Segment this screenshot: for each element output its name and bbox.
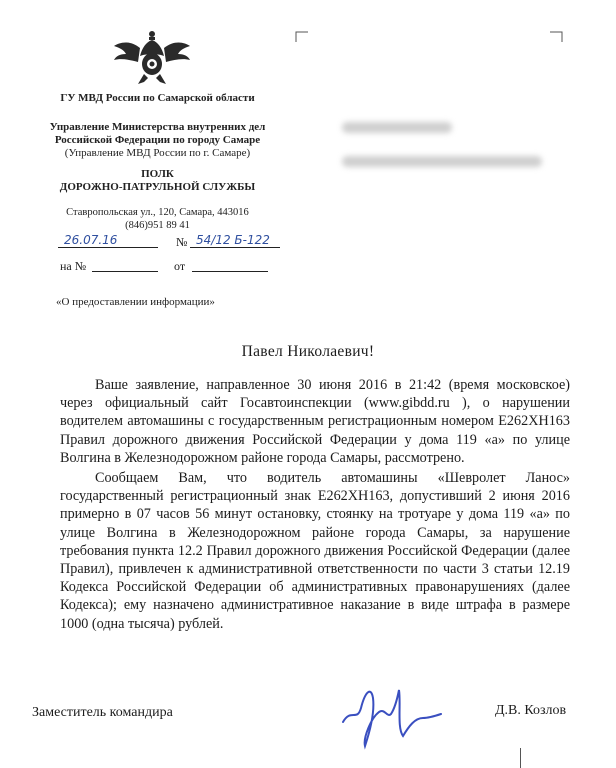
blurred-addressee <box>342 112 562 192</box>
subject: «О предоставлении информации» <box>56 296 215 308</box>
on-label: на № <box>60 259 87 273</box>
org-line: ГУ МВД России по Самарской области <box>60 92 255 104</box>
handwritten-signature <box>335 678 445 750</box>
letter-body <box>60 376 570 633</box>
handwritten-number: 54/12 Б-122 <box>196 233 270 247</box>
greeting: Павел Николаевич! <box>241 343 375 360</box>
from-label: от <box>174 259 186 273</box>
dept-line-3: (Управление МВД России по г. Самаре) <box>64 147 251 159</box>
handwritten-date: 26.07.16 <box>64 233 118 247</box>
phone: (846)951 89 41 <box>125 220 190 231</box>
number-underline <box>190 247 280 248</box>
corner-marks <box>294 30 564 44</box>
address: Ставропольская ул., 120, Самара, 443016 <box>66 207 249 218</box>
mvd-eagle-emblem-icon <box>112 28 192 86</box>
unit-line-1: ПОЛК <box>141 168 174 180</box>
body-paragraph-1: Ваше заявление, направленное 30 июня 2016 в 21:42 (время московское) через официальный сайт Госавтоинспекции (www.gibdd.ru ), о нарушении водителем автомашины с государственным регистрационным номером Е262ХН163 Правил дорожного движения Российской Федерации у дома 119 «а» по улице Волгина в Железнодорожном районе города Самары, рассмотрено. <box>60 377 570 466</box>
number-sign: № <box>176 235 188 249</box>
on-underline <box>92 271 158 272</box>
page-edge-mark <box>520 748 521 768</box>
dept-line-1: Управление Министерства внутренних дел <box>49 121 266 133</box>
signatory-position: Заместитель командира <box>32 705 173 720</box>
dept-line-2: Российской Федерации по городу Самаре <box>54 134 261 146</box>
body-paragraph-2: Сообщаем Вам, что водитель автомашины «Шевролет Ланос» государственный регистрационный знак Е262ХН163, допустивший 2 июня 2016 примерно в 07 часов 56 минут остановку, стоянку на тротуаре у дома 119 «а» по улице Волгина в Железнодорожном районе города Самары, за нарушение требования пункта 12.2 Правил дорожного движения Российской Федерации (далее Правил), привлечен к административной ответственности по части 3 статьи 12.19 Кодекса Российской Федерации об административных правонарушениях (далее Кодекса); ему назначено административное наказание в виде штрафа в размере 1000 (одна тысяча) рублей. <box>60 470 570 632</box>
unit-line-2: ДОРОЖНО-ПАТРУЛЬНОЙ СЛУЖБЫ <box>59 181 256 193</box>
signatory-name: Д.В. Козлов <box>495 703 567 718</box>
date-underline <box>58 247 158 248</box>
from-underline <box>192 271 268 272</box>
